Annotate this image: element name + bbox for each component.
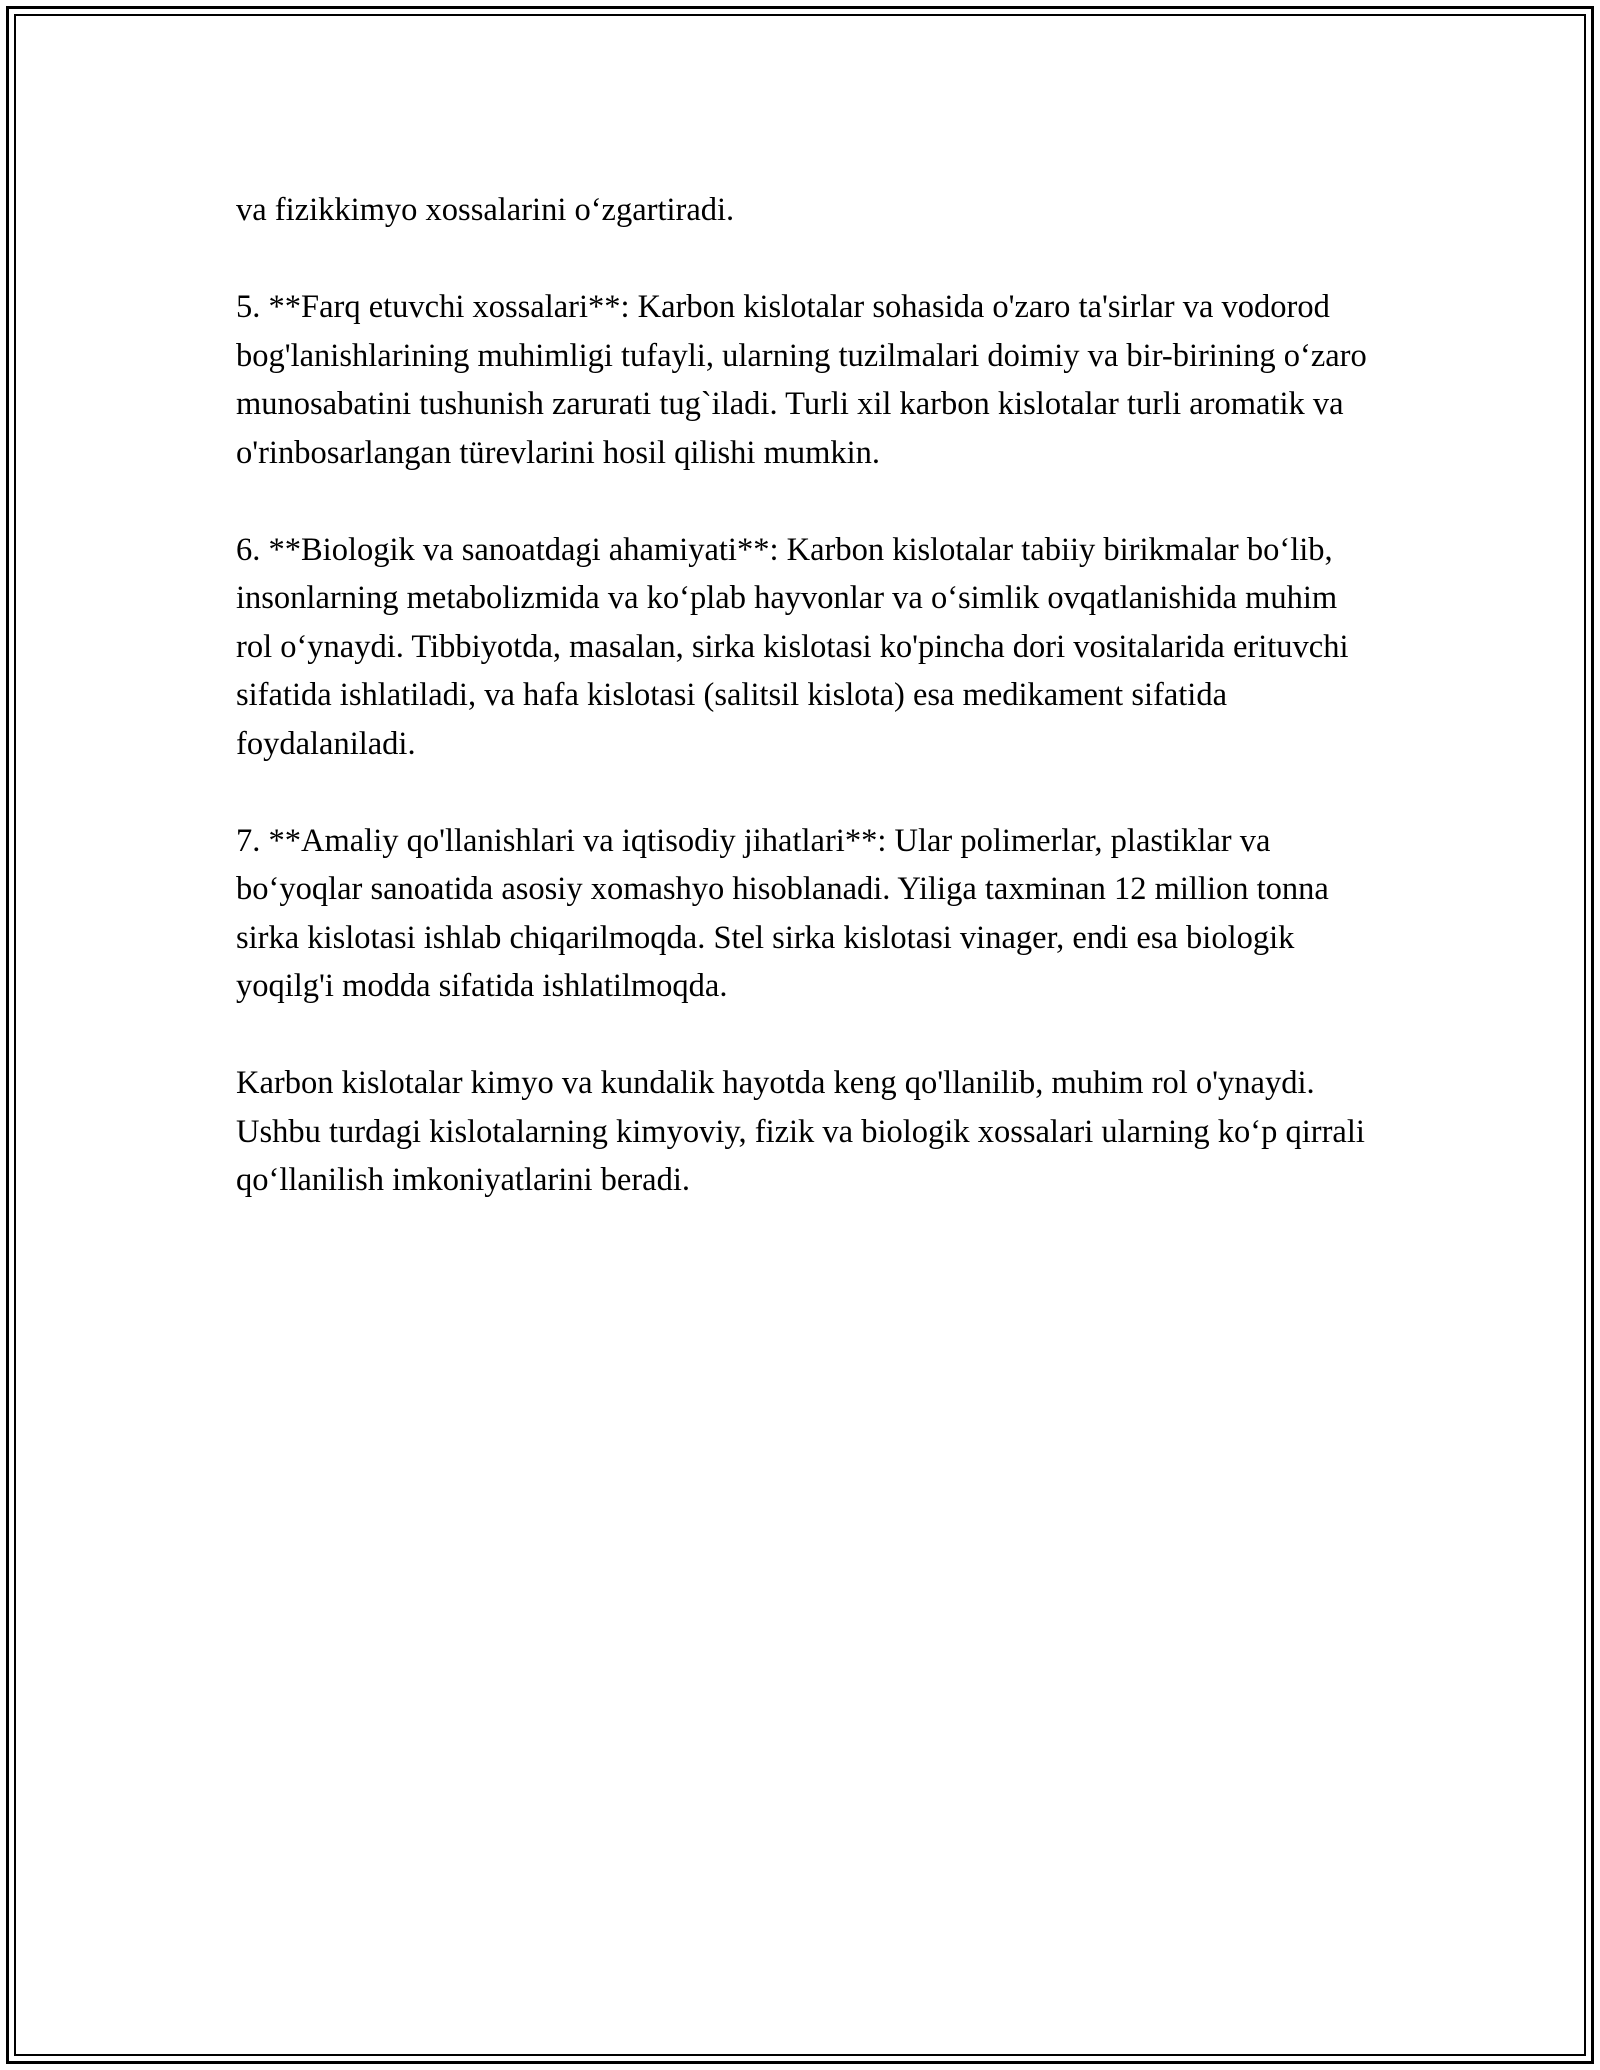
paragraph-continuation: va fizikkimyo xossalarini o‘zgartiradi. [236, 192, 735, 228]
paragraph-item-7: 7. **Amaliy qo'llanishlari va iqtisodiy jihatlari**: Ular polimerlar, plastiklar va bo‘yoqlar sanoatida asosiy xomashyo hisoblanadi. Yiliga taxminan 12 million tonna sirka kislotasi ishlab chiqarilmoqda. Stel sirka kislotasi vinager, endi esa biologik yoqilg'i modda sifatida ishlatilmoqda. [236, 822, 1329, 1004]
document-body [236, 186, 1376, 1253]
paragraph-conclusion: Karbon kislotalar kimyo va kundalik hayotda keng qo'llanilib, muhim rol o'ynaydi. Ushbu turdagi kislotalarning kimyoviy, fizik va biologik xossalari ularning ko‘p qirrali qo‘llanilish imkoniyatlarini beradi. [236, 1065, 1365, 1198]
paragraph-item-5: 5. **Farq etuvchi xossalari**: Karbon kislotalar sohasida o'zaro ta'sirlar va vodorod bog'lanishlarining muhimligi tufayli, ularning tuzilmalari doimiy va bir-birining o‘zaro munosabatini tushunish zarurati tug`iladi. Turli xil karbon kislotalar turli aromatik va o'rinbosarlangan türevlarini hosil qilishi mumkin. [236, 289, 1367, 471]
paragraph-item-6: 6. **Biologik va sanoatdagi ahamiyati**: Karbon kislotalar tabiiy birikmalar bo‘lib, insonlarning metabolizmida va ko‘plab hayvonlar va o‘simlik ovqatlanishida muhim rol o‘ynaydi. Tibbiyotda, masalan, sirka kislotasi ko'pincha dori vositalarida erituvchi sifatida ishlatiladi, va hafa kislotasi (salitsil kislota) esa medikament sifatida foydalaniladi. [236, 531, 1349, 762]
